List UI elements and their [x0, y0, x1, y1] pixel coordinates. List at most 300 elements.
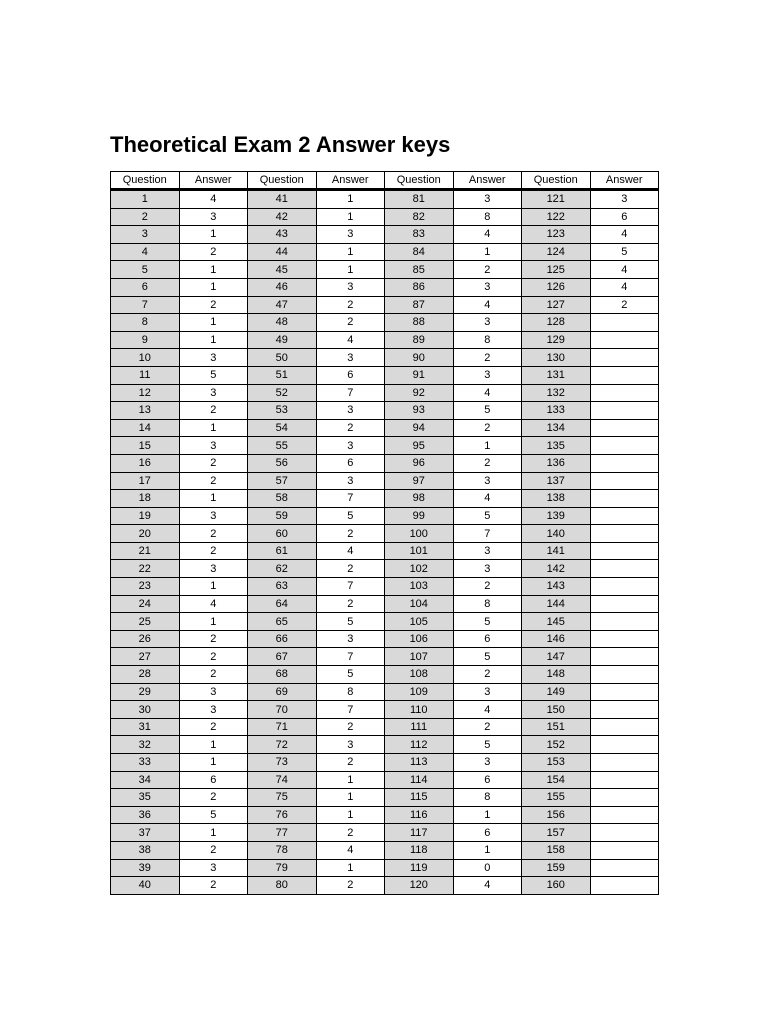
- answer-cell: 1: [316, 261, 385, 279]
- answer-cell: [590, 824, 659, 842]
- question-number-cell: 124: [522, 243, 591, 261]
- table-row: [111, 296, 659, 314]
- answer-cell: 1: [179, 419, 248, 437]
- answer-cell: 2: [179, 243, 248, 261]
- answer-cell: [590, 384, 659, 402]
- answer-cell: [590, 331, 659, 349]
- table-row: [111, 683, 659, 701]
- question-number-cell: 120: [385, 877, 454, 895]
- answer-cell: 7: [316, 578, 385, 596]
- answer-cell: 6: [179, 771, 248, 789]
- answer-cell: [590, 349, 659, 367]
- answer-cell: 6: [316, 366, 385, 384]
- answer-cell: 3: [453, 472, 522, 490]
- answer-cell: 5: [316, 507, 385, 525]
- table-row: [111, 454, 659, 472]
- table-row: [111, 226, 659, 244]
- question-number-cell: 10: [111, 349, 180, 367]
- question-number-cell: 40: [111, 877, 180, 895]
- question-number-cell: 1: [111, 190, 180, 209]
- answer-cell: 5: [453, 736, 522, 754]
- question-number-cell: 128: [522, 314, 591, 332]
- question-number-cell: 59: [248, 507, 317, 525]
- question-number-cell: 39: [111, 859, 180, 877]
- table-row: [111, 384, 659, 402]
- question-number-cell: 17: [111, 472, 180, 490]
- question-number-cell: 37: [111, 824, 180, 842]
- question-number-cell: 109: [385, 683, 454, 701]
- answer-cell: 1: [316, 806, 385, 824]
- table-row: [111, 261, 659, 279]
- question-number-cell: 4: [111, 243, 180, 261]
- answer-cell: 2: [316, 754, 385, 772]
- question-number-cell: 69: [248, 683, 317, 701]
- answer-cell: 5: [316, 613, 385, 631]
- table-row: [111, 190, 659, 209]
- question-number-cell: 87: [385, 296, 454, 314]
- question-number-cell: 74: [248, 771, 317, 789]
- table-row: [111, 824, 659, 842]
- question-number-cell: 106: [385, 630, 454, 648]
- question-number-cell: 42: [248, 208, 317, 226]
- answer-cell: 1: [179, 754, 248, 772]
- question-number-cell: 24: [111, 595, 180, 613]
- answer-cell: 3: [179, 208, 248, 226]
- answer-cell: 2: [453, 666, 522, 684]
- question-number-cell: 67: [248, 648, 317, 666]
- answer-cell: 1: [179, 490, 248, 508]
- answer-cell: [590, 806, 659, 824]
- table-row: [111, 771, 659, 789]
- answer-cell: 4: [453, 226, 522, 244]
- question-number-cell: 113: [385, 754, 454, 772]
- answer-cell: 2: [179, 296, 248, 314]
- question-number-cell: 112: [385, 736, 454, 754]
- answer-cell: 4: [316, 331, 385, 349]
- answer-cell: 2: [316, 718, 385, 736]
- answer-cell: 2: [453, 454, 522, 472]
- column-header-answer: Answer: [590, 172, 659, 190]
- table-header-row: [111, 172, 659, 190]
- answer-cell: 6: [453, 771, 522, 789]
- question-number-cell: 7: [111, 296, 180, 314]
- question-number-cell: 9: [111, 331, 180, 349]
- question-number-cell: 49: [248, 331, 317, 349]
- question-number-cell: 129: [522, 331, 591, 349]
- answer-cell: 3: [316, 472, 385, 490]
- answer-cell: 4: [590, 278, 659, 296]
- answer-cell: 1: [316, 243, 385, 261]
- question-number-cell: 22: [111, 560, 180, 578]
- question-number-cell: 102: [385, 560, 454, 578]
- question-number-cell: 43: [248, 226, 317, 244]
- question-number-cell: 92: [385, 384, 454, 402]
- question-number-cell: 19: [111, 507, 180, 525]
- question-number-cell: 82: [385, 208, 454, 226]
- answer-cell: 3: [179, 437, 248, 455]
- table-row: [111, 490, 659, 508]
- question-number-cell: 89: [385, 331, 454, 349]
- answer-cell: 2: [316, 595, 385, 613]
- question-number-cell: 33: [111, 754, 180, 772]
- question-number-cell: 134: [522, 419, 591, 437]
- answer-cell: 3: [179, 701, 248, 719]
- answer-cell: 4: [453, 701, 522, 719]
- answer-cell: 2: [179, 630, 248, 648]
- answer-cell: 1: [179, 261, 248, 279]
- question-number-cell: 146: [522, 630, 591, 648]
- question-number-cell: 50: [248, 349, 317, 367]
- answer-cell: 3: [453, 190, 522, 209]
- answer-cell: 1: [179, 824, 248, 842]
- question-number-cell: 111: [385, 718, 454, 736]
- question-number-cell: 72: [248, 736, 317, 754]
- answer-cell: 1: [179, 331, 248, 349]
- answer-cell: 3: [179, 683, 248, 701]
- question-number-cell: 75: [248, 789, 317, 807]
- column-header-answer: Answer: [179, 172, 248, 190]
- answer-cell: 3: [179, 349, 248, 367]
- answer-cell: 4: [590, 261, 659, 279]
- question-number-cell: 83: [385, 226, 454, 244]
- table-row: [111, 402, 659, 420]
- answer-cell: [590, 507, 659, 525]
- answer-cell: 4: [316, 841, 385, 859]
- answer-cell: [590, 542, 659, 560]
- answer-cell: 2: [316, 419, 385, 437]
- answer-cell: 5: [453, 648, 522, 666]
- question-number-cell: 155: [522, 789, 591, 807]
- answer-cell: 1: [316, 208, 385, 226]
- answer-cell: [590, 841, 659, 859]
- table-row: [111, 472, 659, 490]
- question-number-cell: 5: [111, 261, 180, 279]
- answer-cell: 3: [453, 683, 522, 701]
- question-number-cell: 94: [385, 419, 454, 437]
- answer-cell: [590, 525, 659, 543]
- question-number-cell: 140: [522, 525, 591, 543]
- answer-cell: 3: [316, 402, 385, 420]
- question-number-cell: 31: [111, 718, 180, 736]
- table-row: [111, 718, 659, 736]
- question-number-cell: 46: [248, 278, 317, 296]
- answer-cell: [590, 648, 659, 666]
- answer-cell: 2: [316, 560, 385, 578]
- table-row: [111, 859, 659, 877]
- question-number-cell: 143: [522, 578, 591, 596]
- question-number-cell: 51: [248, 366, 317, 384]
- table-row: [111, 595, 659, 613]
- page-title: Theoretical Exam 2 Answer keys: [110, 132, 451, 157]
- answer-cell: 2: [179, 789, 248, 807]
- question-number-cell: 133: [522, 402, 591, 420]
- question-number-cell: 103: [385, 578, 454, 596]
- question-number-cell: 132: [522, 384, 591, 402]
- column-header-question: Question: [248, 172, 317, 190]
- answer-cell: 8: [453, 595, 522, 613]
- answer-cell: 1: [179, 736, 248, 754]
- answer-cell: 2: [179, 454, 248, 472]
- answer-cell: 2: [316, 525, 385, 543]
- answer-cell: 6: [316, 454, 385, 472]
- answer-cell: 1: [453, 437, 522, 455]
- answer-cell: 5: [453, 507, 522, 525]
- question-number-cell: 38: [111, 841, 180, 859]
- question-number-cell: 47: [248, 296, 317, 314]
- question-number-cell: 130: [522, 349, 591, 367]
- question-number-cell: 105: [385, 613, 454, 631]
- table-row: [111, 789, 659, 807]
- answer-cell: 5: [179, 366, 248, 384]
- answer-cell: 2: [453, 419, 522, 437]
- answer-cell: 4: [453, 384, 522, 402]
- question-number-cell: 16: [111, 454, 180, 472]
- answer-cell: 4: [453, 296, 522, 314]
- question-number-cell: 147: [522, 648, 591, 666]
- question-number-cell: 78: [248, 841, 317, 859]
- question-number-cell: 153: [522, 754, 591, 772]
- question-number-cell: 148: [522, 666, 591, 684]
- answer-cell: [590, 877, 659, 895]
- question-number-cell: 121: [522, 190, 591, 209]
- question-number-cell: 156: [522, 806, 591, 824]
- table-row: [111, 525, 659, 543]
- question-number-cell: 81: [385, 190, 454, 209]
- question-number-cell: 13: [111, 402, 180, 420]
- answer-cell: [590, 683, 659, 701]
- question-number-cell: 123: [522, 226, 591, 244]
- question-number-cell: 149: [522, 683, 591, 701]
- question-number-cell: 99: [385, 507, 454, 525]
- answer-cell: 1: [453, 841, 522, 859]
- table-row: [111, 349, 659, 367]
- question-number-cell: 90: [385, 349, 454, 367]
- answer-cell: 1: [179, 314, 248, 332]
- table-row: [111, 578, 659, 596]
- answer-cell: [590, 366, 659, 384]
- answer-cell: 2: [316, 314, 385, 332]
- answer-cell: 3: [453, 366, 522, 384]
- answer-cell: 8: [453, 208, 522, 226]
- answer-cell: 1: [179, 226, 248, 244]
- answer-cell: 7: [316, 701, 385, 719]
- answer-cell: 1: [453, 243, 522, 261]
- table-row: [111, 613, 659, 631]
- question-number-cell: 118: [385, 841, 454, 859]
- question-number-cell: 138: [522, 490, 591, 508]
- column-header-answer: Answer: [453, 172, 522, 190]
- column-header-question: Question: [111, 172, 180, 190]
- answer-cell: 1: [316, 789, 385, 807]
- answer-cell: [590, 472, 659, 490]
- answer-cell: 8: [316, 683, 385, 701]
- question-number-cell: 12: [111, 384, 180, 402]
- question-number-cell: 8: [111, 314, 180, 332]
- question-number-cell: 14: [111, 419, 180, 437]
- question-number-cell: 56: [248, 454, 317, 472]
- question-number-cell: 21: [111, 542, 180, 560]
- question-number-cell: 2: [111, 208, 180, 226]
- answer-cell: 4: [179, 190, 248, 209]
- question-number-cell: 107: [385, 648, 454, 666]
- question-number-cell: 29: [111, 683, 180, 701]
- answer-cell: 2: [179, 666, 248, 684]
- question-number-cell: 41: [248, 190, 317, 209]
- answer-cell: 4: [590, 226, 659, 244]
- answer-cell: 1: [453, 806, 522, 824]
- question-number-cell: 95: [385, 437, 454, 455]
- table-row: [111, 243, 659, 261]
- answer-cell: 6: [590, 208, 659, 226]
- answer-cell: 1: [316, 190, 385, 209]
- question-number-cell: 154: [522, 771, 591, 789]
- question-number-cell: 64: [248, 595, 317, 613]
- question-number-cell: 135: [522, 437, 591, 455]
- answer-cell: 8: [453, 789, 522, 807]
- answer-cell: [590, 754, 659, 772]
- question-number-cell: 27: [111, 648, 180, 666]
- table-row: [111, 736, 659, 754]
- question-number-cell: 84: [385, 243, 454, 261]
- answer-cell: 3: [316, 349, 385, 367]
- question-number-cell: 65: [248, 613, 317, 631]
- table-row: [111, 560, 659, 578]
- answer-cell: 1: [316, 771, 385, 789]
- answer-cell: 3: [453, 560, 522, 578]
- question-number-cell: 108: [385, 666, 454, 684]
- question-number-cell: 122: [522, 208, 591, 226]
- answer-cell: 3: [453, 754, 522, 772]
- question-number-cell: 62: [248, 560, 317, 578]
- question-number-cell: 73: [248, 754, 317, 772]
- question-number-cell: 136: [522, 454, 591, 472]
- question-number-cell: 54: [248, 419, 317, 437]
- answer-cell: [590, 736, 659, 754]
- answer-cell: [590, 771, 659, 789]
- question-number-cell: 60: [248, 525, 317, 543]
- answer-cell: 3: [316, 278, 385, 296]
- question-number-cell: 96: [385, 454, 454, 472]
- answer-cell: 5: [453, 613, 522, 631]
- table-row: [111, 419, 659, 437]
- answer-cell: [590, 419, 659, 437]
- answer-cell: 6: [453, 630, 522, 648]
- question-number-cell: 131: [522, 366, 591, 384]
- question-number-cell: 126: [522, 278, 591, 296]
- question-number-cell: 18: [111, 490, 180, 508]
- question-number-cell: 23: [111, 578, 180, 596]
- answer-cell: 1: [179, 578, 248, 596]
- answer-cell: 5: [179, 806, 248, 824]
- answer-cell: 6: [453, 824, 522, 842]
- question-number-cell: 150: [522, 701, 591, 719]
- question-number-cell: 142: [522, 560, 591, 578]
- answer-key-table: [110, 171, 659, 895]
- answer-cell: 0: [453, 859, 522, 877]
- question-number-cell: 159: [522, 859, 591, 877]
- table-row: [111, 208, 659, 226]
- answer-cell: [590, 454, 659, 472]
- answer-cell: 2: [316, 296, 385, 314]
- table-row: [111, 278, 659, 296]
- answer-cell: 2: [179, 402, 248, 420]
- question-number-cell: 57: [248, 472, 317, 490]
- column-header-question: Question: [385, 172, 454, 190]
- question-number-cell: 115: [385, 789, 454, 807]
- answer-cell: 7: [316, 384, 385, 402]
- answer-cell: 3: [179, 507, 248, 525]
- answer-cell: [590, 859, 659, 877]
- answer-cell: [590, 490, 659, 508]
- table-row: [111, 331, 659, 349]
- answer-cell: [590, 595, 659, 613]
- table-row: [111, 806, 659, 824]
- answer-cell: 3: [179, 859, 248, 877]
- answer-cell: 2: [453, 578, 522, 596]
- question-number-cell: 93: [385, 402, 454, 420]
- answer-cell: 4: [179, 595, 248, 613]
- question-number-cell: 20: [111, 525, 180, 543]
- answer-cell: 2: [453, 261, 522, 279]
- answer-cell: 3: [316, 630, 385, 648]
- question-number-cell: 141: [522, 542, 591, 560]
- question-number-cell: 98: [385, 490, 454, 508]
- table-row: [111, 701, 659, 719]
- answer-cell: [590, 437, 659, 455]
- answer-cell: 2: [179, 648, 248, 666]
- answer-cell: 4: [453, 877, 522, 895]
- question-number-cell: 63: [248, 578, 317, 596]
- question-number-cell: 71: [248, 718, 317, 736]
- question-number-cell: 55: [248, 437, 317, 455]
- answer-cell: 4: [453, 490, 522, 508]
- question-number-cell: 53: [248, 402, 317, 420]
- table-row: [111, 542, 659, 560]
- question-number-cell: 15: [111, 437, 180, 455]
- question-number-cell: 151: [522, 718, 591, 736]
- answer-cell: 2: [590, 296, 659, 314]
- question-number-cell: 45: [248, 261, 317, 279]
- answer-cell: 3: [453, 278, 522, 296]
- question-number-cell: 61: [248, 542, 317, 560]
- question-number-cell: 139: [522, 507, 591, 525]
- question-number-cell: 76: [248, 806, 317, 824]
- question-number-cell: 104: [385, 595, 454, 613]
- answer-cell: 2: [179, 841, 248, 859]
- answer-cell: 3: [316, 736, 385, 754]
- column-header-question: Question: [522, 172, 591, 190]
- table-row: [111, 630, 659, 648]
- question-number-cell: 116: [385, 806, 454, 824]
- answer-cell: 4: [316, 542, 385, 560]
- question-number-cell: 30: [111, 701, 180, 719]
- answer-cell: 1: [179, 278, 248, 296]
- question-number-cell: 25: [111, 613, 180, 631]
- table-row: [111, 841, 659, 859]
- table-row: [111, 366, 659, 384]
- column-header-answer: Answer: [316, 172, 385, 190]
- table-row: [111, 507, 659, 525]
- question-number-cell: 28: [111, 666, 180, 684]
- answer-cell: [590, 578, 659, 596]
- answer-cell: 2: [453, 349, 522, 367]
- answer-cell: 1: [179, 613, 248, 631]
- question-number-cell: 88: [385, 314, 454, 332]
- question-number-cell: 110: [385, 701, 454, 719]
- question-number-cell: 119: [385, 859, 454, 877]
- question-number-cell: 86: [385, 278, 454, 296]
- table-row: [111, 666, 659, 684]
